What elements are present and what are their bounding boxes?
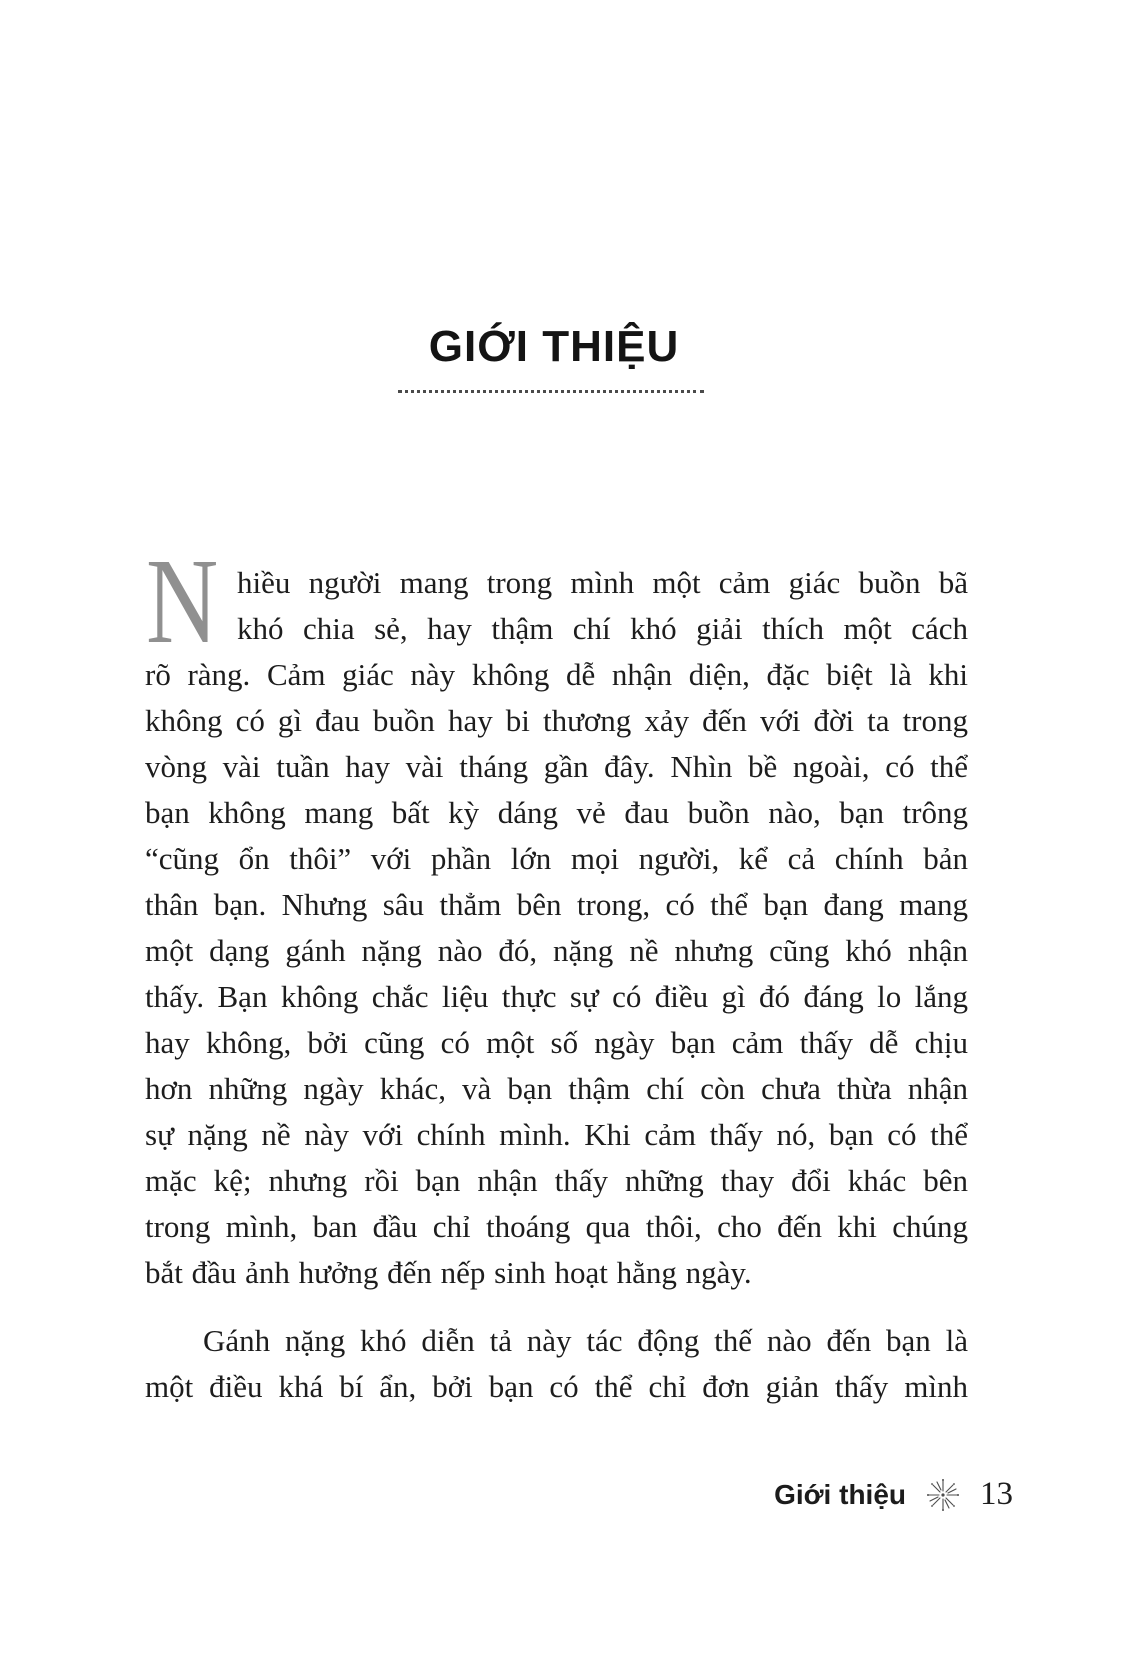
body-line: khó chia sẻ, hay thậm chí khó giải thích một cách [237, 611, 968, 646]
body-line: hơn những ngày khác, và bạn thậm chí còn chưa thừa nhận [145, 1071, 968, 1106]
chapter-title: GIỚI THIỆU [428, 322, 680, 371]
body-line: trong mình, ban đầu chỉ thoáng qua thôi, cho đến khi chúng [145, 1209, 968, 1244]
body-line: vòng vài tuần hay vài tháng gần đây. Nhìn bề ngoài, có thể [145, 749, 968, 784]
body-line: Gánh nặng khó diễn tả này tác động thế nào đến bạn là [203, 1323, 968, 1358]
drop-cap: N [146, 534, 219, 669]
body-line: sự nặng nề này với chính mình. Khi cảm thấy nó, bạn có thể [145, 1117, 968, 1152]
title-dotted-rule [398, 390, 704, 393]
body-line: rõ ràng. Cảm giác này không dễ nhận diện, đặc biệt là khi [145, 657, 968, 692]
paragraph [145, 1318, 968, 1410]
body-text [145, 560, 968, 1410]
body-line: “cũng ổn thôi” với phần lớn mọi người, kể cả chính bản [145, 841, 968, 876]
footer-section-label: Giới thiệu [774, 1478, 906, 1510]
body-line: thân bạn. Nhưng sâu thẳm bên trong, có thể bạn đang mang [145, 887, 968, 922]
body-line: hiều người mang trong mình một cảm giác buồn bã [237, 565, 968, 600]
starburst-ornament-icon [926, 1478, 960, 1512]
body-line: một dạng gánh nặng nào đó, nặng nề nhưng cũng khó nhận [145, 933, 968, 968]
page-number: 13 [980, 1476, 1013, 1512]
body-line: bạn không mang bất kỳ dáng vẻ đau buồn nào, bạn trông [145, 795, 968, 830]
body-line: một điều khá bí ẩn, bởi bạn có thể chỉ đơn giản thấy mình [145, 1369, 968, 1404]
body-line: mặc kệ; nhưng rồi bạn nhận thấy những thay đổi khác bên [145, 1163, 968, 1198]
body-line: thấy. Bạn không chắc liệu thực sự có điều gì đó đáng lo lắng [145, 979, 968, 1014]
page-footer [774, 1476, 1013, 1513]
body-line: không có gì đau buồn hay bi thương xảy đến với đời ta trong [145, 703, 968, 738]
paragraph [145, 560, 968, 1296]
body-line: hay không, bởi cũng có một số ngày bạn cảm thấy dễ chịu [145, 1025, 968, 1060]
body-line: bắt đầu ảnh hưởng đến nếp sinh hoạt hằng ngày. [145, 1255, 752, 1290]
